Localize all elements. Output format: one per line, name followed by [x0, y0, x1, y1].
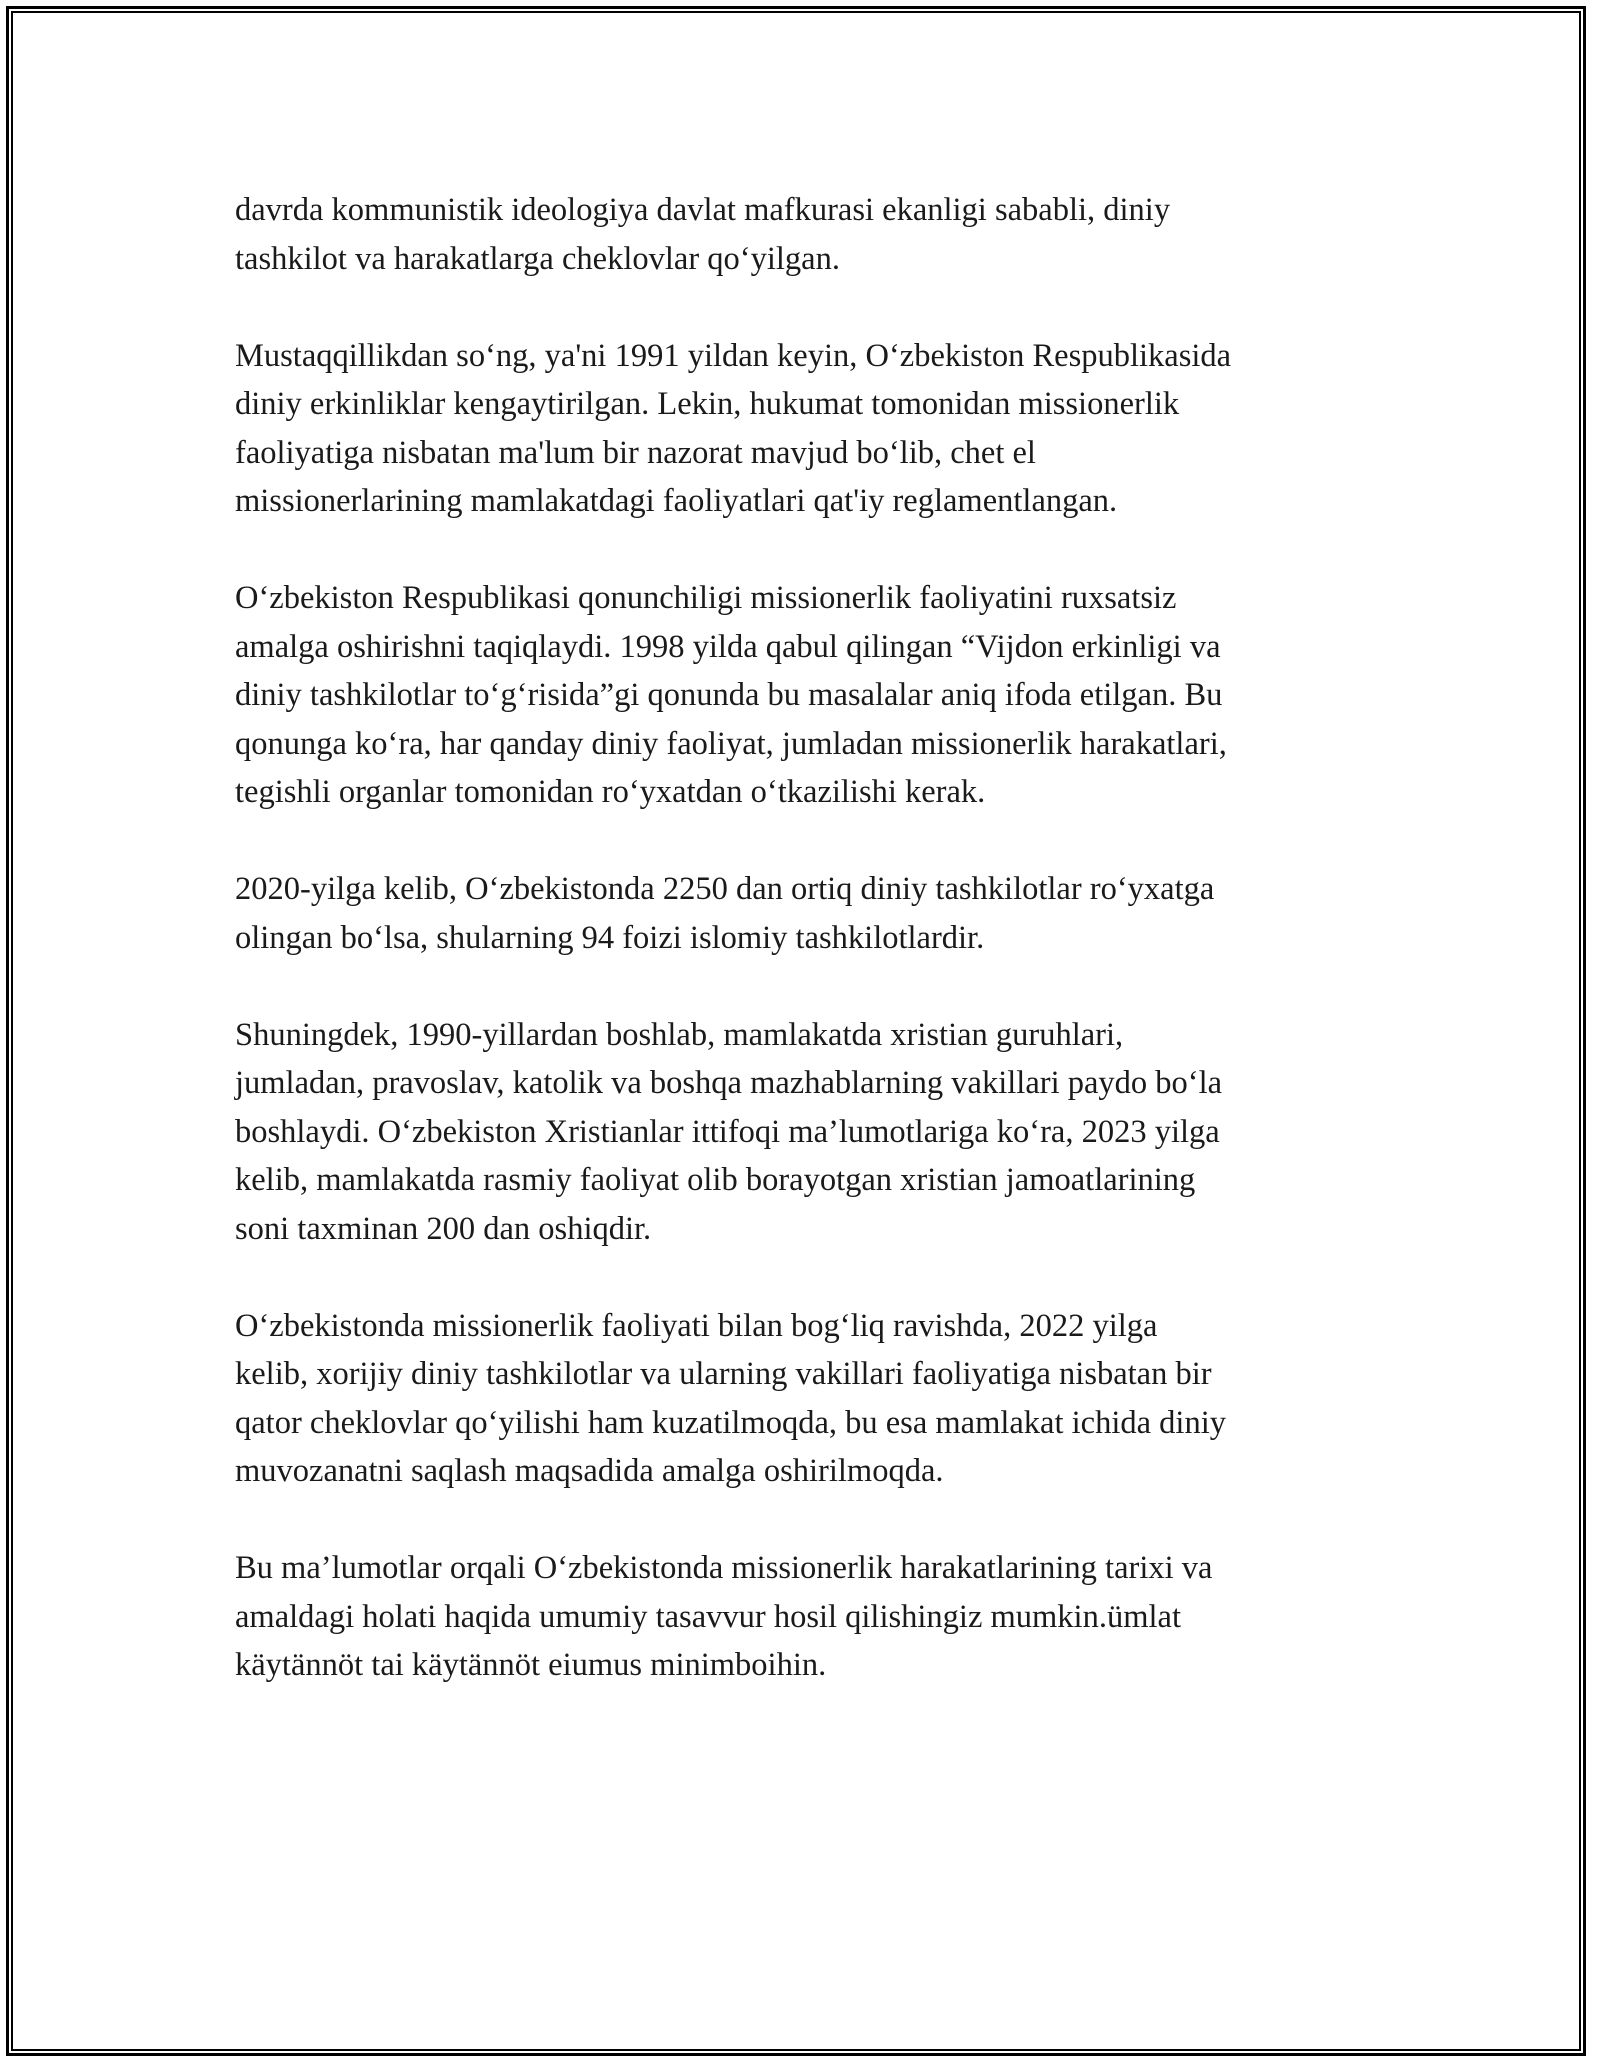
text-line: Bu ma’lumotlar orqali O‘zbekistonda missionerlik harakatlarining tarixi va	[235, 1550, 1213, 1586]
text-line: tegishli organlar tomonidan ro‘yxatdan o‘tkazilishi kerak.	[235, 774, 986, 810]
text-line: qonunga ko‘ra, har qanday diniy faoliyat, jumladan missionerlik harakatlari,	[235, 725, 1227, 762]
paragraph	[235, 1544, 1370, 1690]
paragraph	[235, 865, 1370, 962]
text-line: boshlaydi. O‘zbekiston Xristianlar ittifoqi ma’lumotlariga ko‘ra, 2023 yilga	[235, 1113, 1220, 1150]
text-line: 2020-yilga kelib, O‘zbekistonda 2250 dan ortiq diniy tashkilotlar ro‘yxatga	[235, 871, 1215, 907]
text-line: soni taxminan 200 dan oshiqdir.	[235, 1210, 652, 1247]
text-line: faoliyatiga nisbatan ma'lum bir nazorat mavjud bo‘lib, chet el	[235, 434, 1036, 471]
text-line: tashkilot va harakatlarga cheklovlar qo‘yilgan.	[235, 240, 840, 277]
paragraph	[235, 1302, 1370, 1496]
text-line: olingan bo‘lsa, shularning 94 foizi islomiy tashkilotlardir.	[235, 919, 985, 956]
paragraph	[235, 332, 1370, 526]
text-line: qator cheklovlar qo‘yilishi ham kuzatilmoqda, bu esa mamlakat ichida diniy	[235, 1404, 1226, 1441]
paragraph	[235, 186, 1370, 283]
text-line: diniy erkinliklar kengaytirilgan. Lekin, hukumat tomonidan missionerlik	[235, 386, 1180, 422]
paragraph	[235, 1011, 1370, 1254]
text-line: Shuningdek, 1990-yillardan boshlab, mamlakatda xristian guruhlari,	[235, 1016, 1124, 1053]
document-body	[235, 186, 1370, 1738]
text-line: käytännöt tai käytännöt eiumus minimboihin.	[235, 1647, 827, 1683]
text-line: muvozanatni saqlash maqsadida amalga oshirilmoqda.	[235, 1453, 944, 1489]
text-line: kelib, mamlakatda rasmiy faoliyat olib borayotgan xristian jamoatlarining	[235, 1162, 1196, 1198]
text-line: O‘zbekiston Respublikasi qonunchiligi missionerlik faoliyatini ruxsatsiz	[235, 580, 1177, 616]
text-line: amaldagi holati haqida umumiy tasavvur hosil qilishingiz mumkin.ümlat	[235, 1598, 1181, 1635]
text-line: jumladan, pravoslav, katolik va boshqa mazhablarning vakillari paydo bo‘la	[235, 1065, 1223, 1101]
text-line: missionerlarining mamlakatdagi faoliyatlari qat'iy reglamentlangan.	[235, 483, 1118, 519]
text-line: O‘zbekistonda missionerlik faoliyati bilan bog‘liq ravishda, 2022 yilga	[235, 1307, 1158, 1344]
text-line: Mustaqqillikdan so‘ng, ya'ni 1991 yildan keyin, O‘zbekiston Respublikasida	[235, 337, 1232, 374]
text-line: diniy tashkilotlar to‘g‘risida”gi qonunda bu masalalar aniq ifoda etilgan. Bu	[235, 677, 1223, 713]
text-line: davrda kommunistik ideologiya davlat mafkurasi ekanligi sababli, diniy	[235, 192, 1171, 228]
text-line: amalga oshirishni taqiqlaydi. 1998 yilda qabul qilingan “Vijdon erkinligi va	[235, 628, 1221, 665]
paragraph	[235, 574, 1370, 817]
text-line: kelib, xorijiy diniy tashkilotlar va ularning vakillari faoliyatiga nisbatan bir	[235, 1356, 1212, 1392]
